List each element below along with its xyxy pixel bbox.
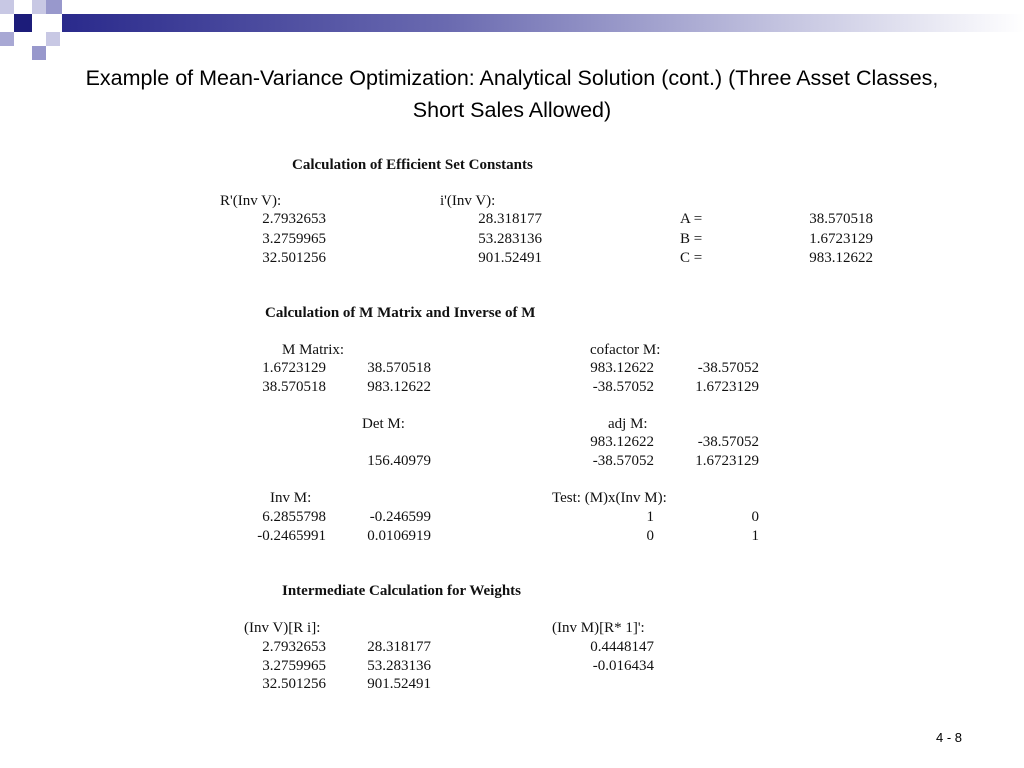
inv-v-ri-cell: 28.318177 bbox=[367, 639, 431, 655]
inv-m-cell: 0.0106919 bbox=[367, 528, 431, 544]
r-inv-v-value: 3.2759965 bbox=[262, 231, 326, 247]
m-matrix-cell: 983.12622 bbox=[367, 379, 431, 395]
cofactor-cell: 1.6723129 bbox=[695, 379, 759, 395]
inv-m-r-value: 0.4448147 bbox=[590, 639, 654, 655]
m-matrix-cell: 1.6723129 bbox=[262, 360, 326, 376]
inv-m-r-value: -0.016434 bbox=[592, 658, 654, 674]
cofactor-header: cofactor M: bbox=[590, 342, 661, 358]
adj-m-cell: -38.57052 bbox=[592, 453, 654, 469]
inv-v-ri-header: (Inv V)[R i]: bbox=[244, 620, 321, 636]
m-matrix-header: M Matrix: bbox=[282, 342, 345, 358]
constant-value: 983.12622 bbox=[809, 250, 873, 266]
section-heading-intermediate-weights: Intermediate Calculation for Weights bbox=[282, 583, 522, 599]
i-inv-v-value: 901.52491 bbox=[478, 250, 542, 266]
adj-m-cell: -38.57052 bbox=[697, 434, 759, 450]
m-matrix-cell: 38.570518 bbox=[367, 360, 431, 376]
inv-m-header: Inv M: bbox=[270, 490, 312, 506]
cofactor-cell: -38.57052 bbox=[592, 379, 654, 395]
constant-label: B = bbox=[680, 231, 703, 247]
test-cell: 1 bbox=[751, 528, 759, 544]
constant-value: 1.6723129 bbox=[809, 231, 873, 247]
cofactor-cell: -38.57052 bbox=[697, 360, 759, 376]
inv-v-ri-cell: 32.501256 bbox=[262, 676, 326, 692]
cofactor-cell: 983.12622 bbox=[590, 360, 654, 376]
test-cell: 1 bbox=[646, 509, 654, 525]
slide-title: Example of Mean-Variance Optimization: Analytical Solution (cont.) (Three Asset Classes, Short Sales Allowed) bbox=[85, 66, 939, 122]
test-cell: 0 bbox=[646, 528, 654, 544]
r-inv-v-value: 32.501256 bbox=[262, 250, 326, 266]
r-inv-v-header: R'(Inv V): bbox=[220, 193, 282, 209]
det-m-header: Det M: bbox=[362, 416, 405, 432]
adj-m-cell: 1.6723129 bbox=[695, 453, 759, 469]
inv-m-cell: -0.246599 bbox=[369, 509, 431, 525]
adj-m-header: adj M: bbox=[608, 416, 648, 432]
inv-m-cell: 6.2855798 bbox=[262, 509, 326, 525]
test-cell: 0 bbox=[751, 509, 759, 525]
inv-m-cell: -0.2465991 bbox=[257, 528, 326, 544]
constant-label: C = bbox=[680, 250, 703, 266]
constant-label: A = bbox=[680, 211, 703, 227]
page-number: 4 - 8 bbox=[935, 730, 962, 745]
det-m-value: 156.40979 bbox=[367, 453, 431, 469]
constant-value: 38.570518 bbox=[809, 211, 873, 227]
m-matrix-cell: 38.570518 bbox=[262, 379, 326, 395]
section-heading-efficient-set: Calculation of Efficient Set Constants bbox=[292, 157, 533, 173]
i-inv-v-value: 53.283136 bbox=[478, 231, 542, 247]
i-inv-v-header: i'(Inv V): bbox=[440, 193, 496, 209]
inv-v-ri-cell: 901.52491 bbox=[367, 676, 431, 692]
inv-v-ri-cell: 2.7932653 bbox=[262, 639, 326, 655]
inv-m-r-header: (Inv M)[R* 1]': bbox=[552, 620, 645, 636]
inv-v-ri-cell: 53.283136 bbox=[367, 658, 431, 674]
test-header: Test: (M)x(Inv M): bbox=[552, 490, 667, 506]
inv-v-ri-cell: 3.2759965 bbox=[262, 658, 326, 674]
section-heading-m-matrix: Calculation of M Matrix and Inverse of M bbox=[265, 305, 536, 321]
adj-m-cell: 983.12622 bbox=[590, 434, 654, 450]
i-inv-v-value: 28.318177 bbox=[478, 211, 542, 227]
r-inv-v-value: 2.7932653 bbox=[262, 211, 326, 227]
